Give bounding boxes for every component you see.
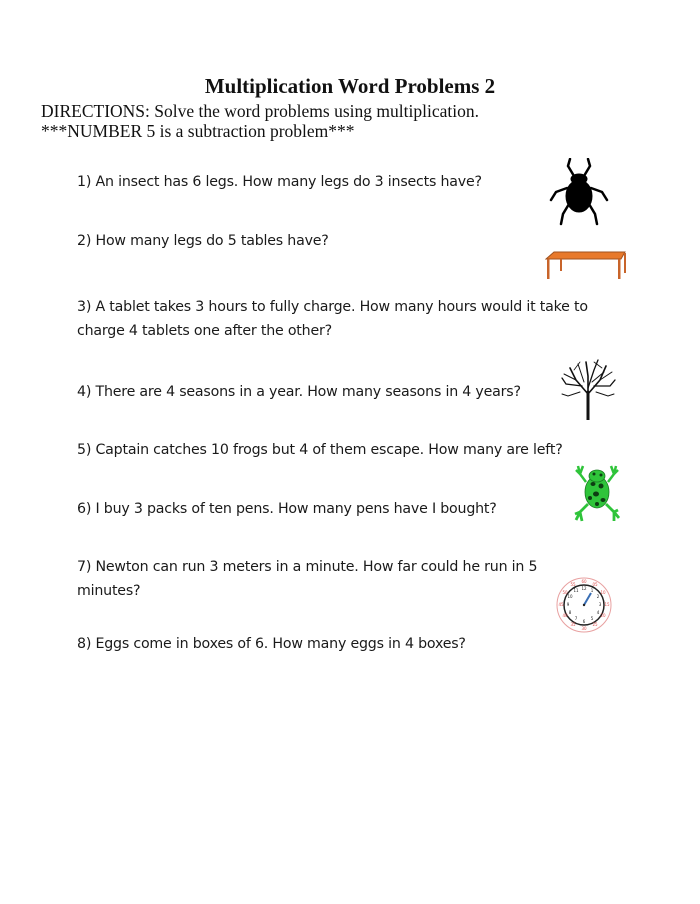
svg-text:5: 5 bbox=[590, 616, 594, 621]
directions-text: DIRECTIONS: Solve the word problems using multiplication. bbox=[41, 101, 479, 121]
question-7-line-2: minutes? bbox=[77, 583, 141, 599]
question-1: 1) An insect has 6 legs. How many legs do 3 insects have? bbox=[77, 174, 482, 190]
question-7-line-1: 7) Newton can run 3 meters in a minute. How far could he run in 5 bbox=[77, 559, 538, 575]
bare-tree-icon bbox=[560, 358, 616, 420]
svg-text:40: 40 bbox=[562, 613, 568, 618]
svg-text:50: 50 bbox=[562, 590, 568, 595]
directions-block bbox=[41, 101, 479, 141]
svg-text:15: 15 bbox=[604, 602, 610, 607]
svg-text:3: 3 bbox=[598, 602, 602, 607]
svg-text:4: 4 bbox=[596, 610, 600, 615]
question-4: 4) There are 4 seasons in a year. How many seasons in 4 years? bbox=[77, 384, 521, 400]
question-8: 8) Eggs come in boxes of 6. How many eggs in 4 boxes? bbox=[77, 636, 466, 652]
svg-text:05: 05 bbox=[592, 582, 598, 587]
svg-text:10: 10 bbox=[600, 590, 606, 595]
subtraction-note: ***NUMBER 5 is a subtraction problem*** bbox=[41, 121, 355, 141]
question-3-line-1: 3) A tablet takes 3 hours to fully charge. How many hours would it take to bbox=[77, 299, 588, 315]
svg-text:2: 2 bbox=[596, 594, 600, 599]
question-5: 5) Captain catches 10 frogs but 4 of them escape. How many are left? bbox=[77, 442, 563, 458]
svg-text:25: 25 bbox=[592, 622, 598, 627]
svg-text:1: 1 bbox=[590, 588, 594, 593]
table-icon bbox=[545, 250, 627, 280]
frog-icon bbox=[574, 464, 620, 522]
svg-text:11: 11 bbox=[573, 588, 579, 593]
svg-text:45: 45 bbox=[558, 602, 564, 607]
question-6: 6) I buy 3 packs of ten pens. How many pens have I bought? bbox=[77, 501, 497, 517]
svg-text:35: 35 bbox=[570, 622, 576, 627]
svg-text:7: 7 bbox=[574, 616, 578, 621]
svg-text:6: 6 bbox=[582, 619, 586, 624]
svg-text:8: 8 bbox=[568, 610, 572, 615]
svg-text:9: 9 bbox=[566, 602, 570, 607]
question-3 bbox=[77, 295, 588, 343]
question-3-line-2: charge 4 tablets one after the other? bbox=[77, 323, 332, 339]
beetle-icon bbox=[548, 158, 610, 226]
svg-text:60: 60 bbox=[581, 579, 587, 584]
question-7 bbox=[77, 555, 537, 603]
svg-text:12: 12 bbox=[581, 586, 587, 591]
clock-icon bbox=[556, 577, 612, 633]
question-2: 2) How many legs do 5 tables have? bbox=[77, 233, 329, 249]
svg-text:10: 10 bbox=[567, 594, 573, 599]
svg-text:30: 30 bbox=[581, 626, 587, 631]
svg-text:20: 20 bbox=[600, 613, 606, 618]
svg-text:55: 55 bbox=[570, 582, 576, 587]
worksheet-title: Multiplication Word Problems 2 bbox=[204, 74, 496, 98]
